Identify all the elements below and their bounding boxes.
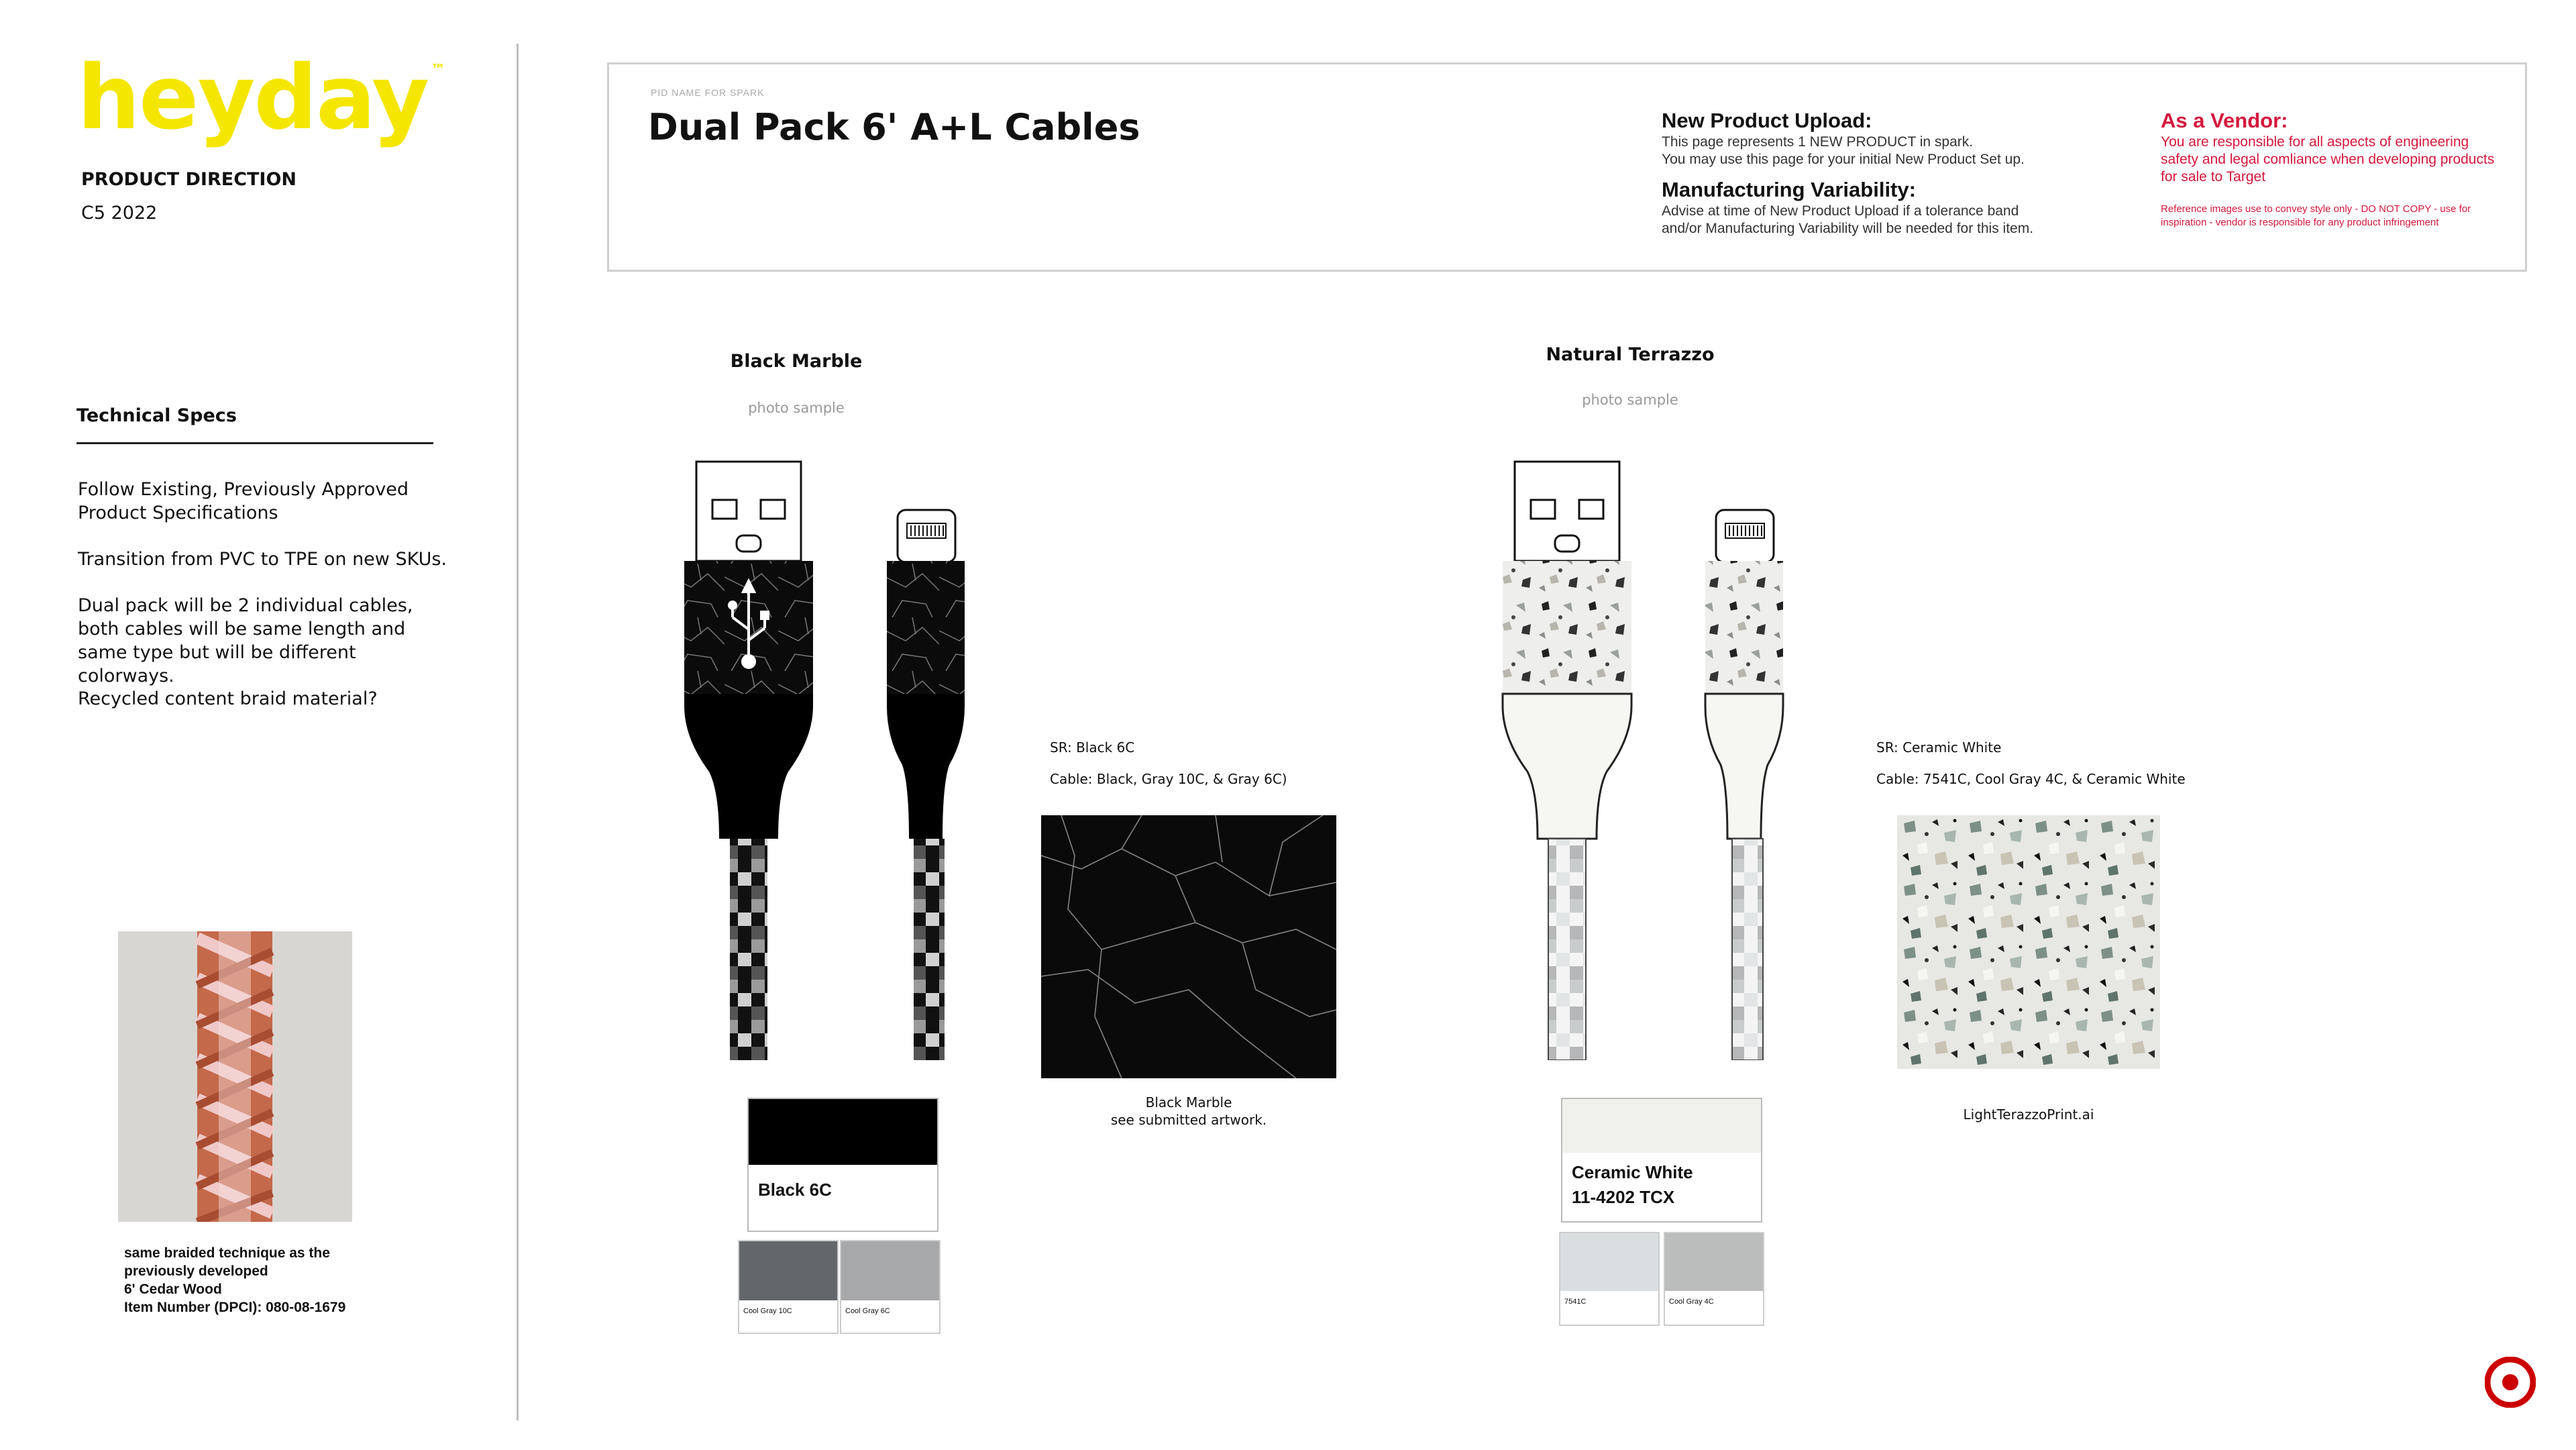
sr-label: SR: Black 6C	[1050, 739, 1135, 756]
photo-sample-label: photo sample	[1582, 392, 1678, 408]
braid-caption: same braided technique as the previously developed 6' Cedar Wood Item Number (DPCI): 080-08-1679	[124, 1245, 346, 1315]
vendor-disclaimer: Reference images use to convey style only - DO NOT COPY - use for inspiration - vendor is responsible for any product infringement	[2161, 203, 2471, 228]
variability-heading: Manufacturing Variability:	[1662, 178, 1916, 201]
vendor-text: You are responsible for all aspects of engineering safety and legal comliance when developing products for sale to Target	[2161, 134, 2495, 185]
artwork-caption: Black Marble see submitted artwork.	[1110, 1094, 1267, 1128]
swatch-cool-gray-4c: Cool Gray 4C	[1664, 1232, 1764, 1326]
terrazzo-artwork	[1897, 815, 2160, 1069]
spec-item: Follow Existing, Previously Approved Product Specifications	[78, 479, 409, 523]
pid-label: PID NAME FOR SPARK	[651, 87, 765, 98]
season-label: C5 2022	[81, 203, 158, 223]
artwork-caption: LightTerazzoPrint.ai	[1963, 1106, 2094, 1123]
upload-text: This page represents 1 NEW PRODUCT in spark. You may use this page for your initial New Product Set up.	[1662, 134, 2025, 167]
product-direction-label: PRODUCT DIRECTION	[81, 169, 297, 190]
cable-illustration-black	[671, 456, 993, 1060]
swatch-black-6c: Black 6C	[747, 1098, 938, 1232]
swatch-7541c: 7541C	[1559, 1232, 1660, 1326]
photo-sample-label: photo sample	[748, 400, 845, 416]
swatch-cool-gray-6c: Cool Gray 6C	[840, 1240, 941, 1334]
spec-item: Dual pack will be 2 individual cables, both cables will be same length and same type but will be different colorways.	[78, 595, 413, 686]
page-title: Dual Pack 6' A+L Cables	[648, 106, 1140, 148]
spec-item: Transition from PVC to TPE on new SKUs.	[78, 549, 447, 570]
tech-specs-title: Technical Specs	[76, 405, 237, 426]
tech-specs-rule	[76, 442, 433, 444]
swatch-ceramic-white: Ceramic White 11-4202 TCX	[1561, 1098, 1762, 1223]
swatch-cool-gray-10c: Cool Gray 10C	[738, 1240, 839, 1334]
braid-photo	[118, 931, 352, 1222]
spec-item: Recycled content braid material?	[78, 688, 378, 709]
sr-label: SR: Ceramic White	[1876, 739, 2002, 756]
variability-text: Advise at time of New Product Upload if a tolerance band and/or Manufacturing Variability will be needed for this item.	[1662, 203, 2034, 236]
column-divider	[517, 44, 519, 1420]
heyday-logo: heyday ™	[77, 46, 445, 150]
cable-colors-label: Cable: 7541C, Cool Gray 4C, & Ceramic White	[1876, 771, 2186, 787]
cable-colors-label: Cable: Black, Gray 10C, & Gray 6C)	[1050, 771, 1287, 787]
target-logo-icon	[2485, 1357, 2536, 1408]
black-marble-artwork	[1041, 815, 1336, 1078]
upload-heading: New Product Upload:	[1662, 109, 1872, 132]
colorway-title-black-marble: Black Marble	[730, 351, 863, 372]
cable-illustration-white	[1489, 456, 1811, 1060]
vendor-heading: As a Vendor:	[2161, 109, 2288, 132]
colorway-title-natural-terrazzo: Natural Terrazzo	[1546, 344, 1715, 365]
